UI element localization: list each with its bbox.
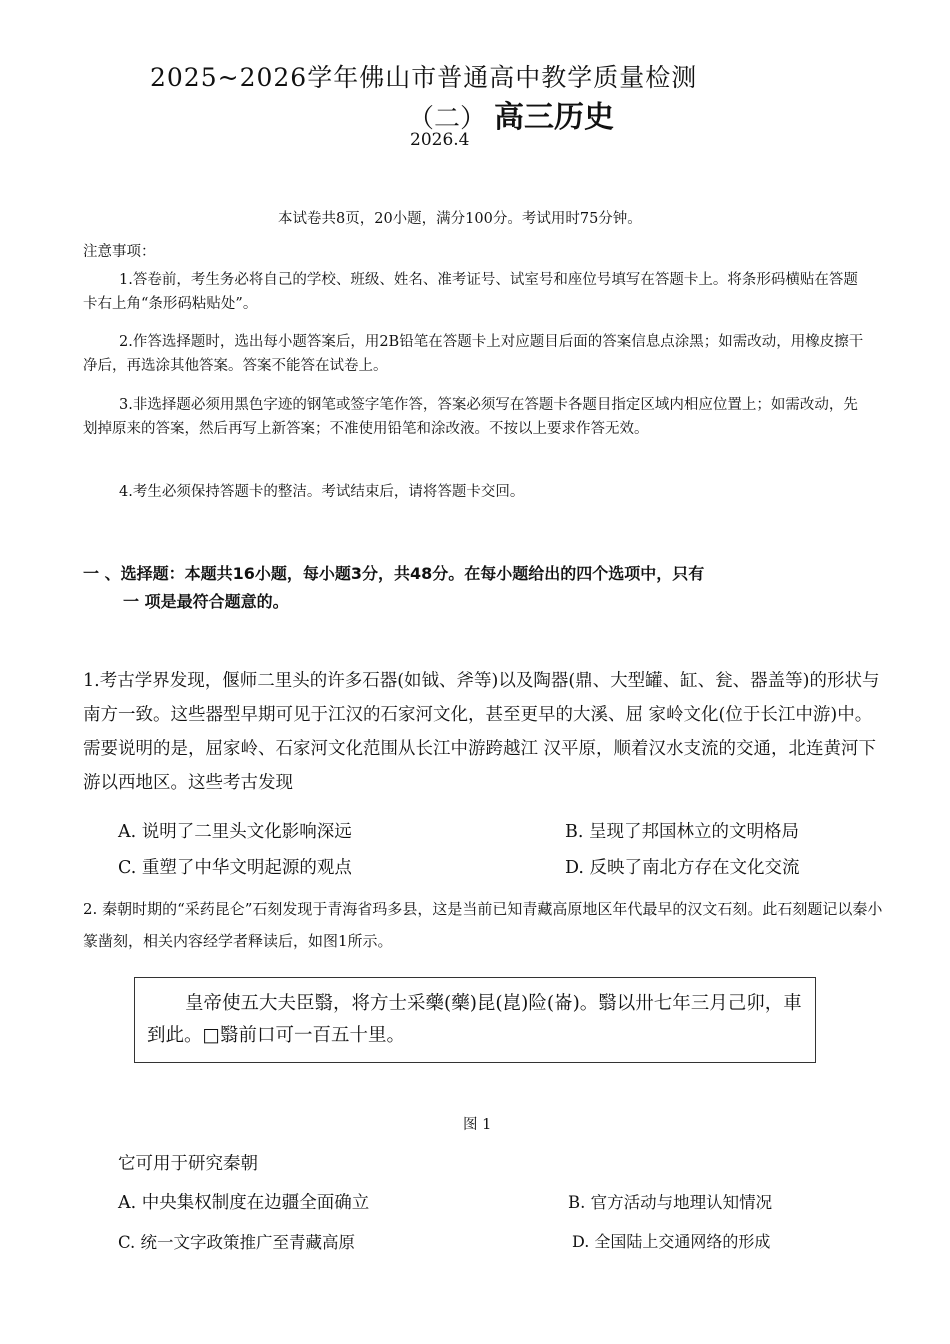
q1-option-b: B. 呈现了邦国林立的文明格局 <box>565 822 799 842</box>
question-2-stem: 2. 秦朝时期的“采药昆仑”石刻发现于青海省玛多县，这是当前已知青藏高原地区年代最早的汉文石刻。此石刻题记以秦小篆凿刻，相关内容经学者释读后，如图1所示。 <box>83 900 883 950</box>
exam-title: 2025~2026学年佛山市普通高中教学质量检测 <box>150 63 698 92</box>
section-heading <box>83 560 873 616</box>
question-2-lead: 它可用于研究秦朝 <box>118 1154 258 1174</box>
exam-date: 2026.4 <box>410 130 470 150</box>
notice-item: 1.答卷前，考生务必将自己的学校、班级、姓名、准考证号、试室号和座位号填写在答题卡上。将条形码横贴在答题卡右上角“条形码粘贴处”。 <box>83 272 858 312</box>
q2-option-d: D. 全国陆上交通网络的形成 <box>572 1232 771 1251</box>
exam-info: 本试卷共8页，20小题，满分100分。考试用时75分钟。 <box>278 211 642 227</box>
notice-item: 2.作答选择题时，选出每小题答案后，用2B铅笔在答题卡上对应题目后面的答案信息点涂黑；如需改动，用橡皮擦干净后，再选涂其他答案。答案不能答在试卷上。 <box>83 334 864 374</box>
q1-option-c: C. 重塑了中华文明起源的观点 <box>118 858 352 878</box>
notice-heading: 注意事项： <box>83 244 156 260</box>
q1-option-d: D. 反映了南北方存在文化交流 <box>565 858 800 878</box>
notice-item: 4.考生必须保持答题卡的整洁。考试结束后，请将答题卡交回。 <box>119 484 525 500</box>
section-heading-line1: 一 、选择题：本题共16小题，每小题3分，共48分。在每小题给出的四个选项中，只有 <box>83 564 705 583</box>
section-heading-line2: 一 项是最符合题意的。 <box>123 592 289 611</box>
notice-item: 3.非选择题必须用黑色字迹的钢笔或签字笔作答，答案必须写在答题卡各题目指定区域内相应位置上；如需改动，先划掉原来的答案，然后再写上新答案；不准使用铅笔和涂改液。不按以上要求作答无效。 <box>83 397 858 437</box>
q1-option-a: A. 说明了二里头文化影响深远 <box>118 822 352 842</box>
inscription-text: 皇帝使五大夫臣翳，将方士采藥(藥)昆(崑)险(崙)。翳以卅七年三月己卯，車到此。□翳前口可一百五十里。 <box>147 993 802 1046</box>
subject-title: 高三历史 <box>494 100 615 135</box>
q2-option-c: C. 统一文字政策推广至青藏高原 <box>118 1233 356 1252</box>
figure-label: 图 1 <box>463 1117 492 1133</box>
question-1-stem: 1.考古学界发现，偃师二里头的许多石器(如钺、斧等)以及陶器(鼎、大型罐、缸、瓮、器盖等)的形状与南方一致。这些器型早期可见于江汉的石家河文化，甚至更早的大溪、屈 家岭文化(位于长江中游)中。需要说明的是，屈家岭、石家河文化范围从长江中游跨越江 汉平原，顺着汉水支流的交通，北连黄河下游以西地区。这些考古发现 <box>83 671 880 793</box>
subtitle-prefix: （二） <box>408 104 487 134</box>
inscription-box <box>134 977 816 1063</box>
q2-option-b: B. 官方活动与地理认知情况 <box>568 1193 773 1212</box>
q2-option-a: A. 中央集权制度在边疆全面确立 <box>118 1193 370 1213</box>
